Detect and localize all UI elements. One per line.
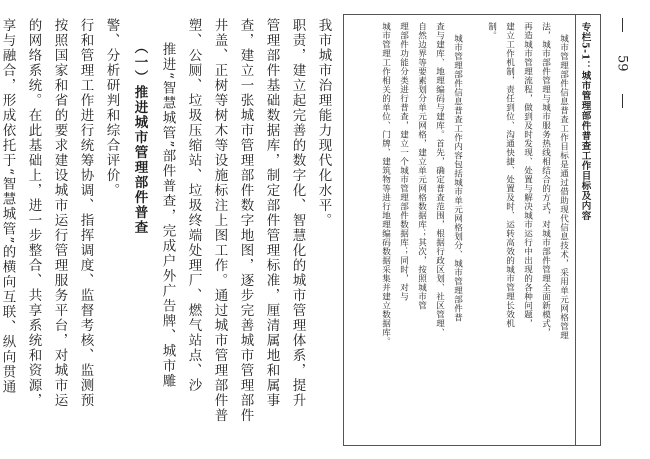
body-text-line: 推进“智慧城管”部件普查，完成户外广告牌、城市雕 bbox=[159, 42, 176, 389]
body-text-line: 行和管理工作进行统筹协调、指挥调度、监督考核、监测预 bbox=[77, 18, 94, 408]
box-title: 专栏5-1：城市管理部件普查工作目标及内容 bbox=[579, 22, 591, 221]
box-line: 自然边界等要素划分单元网格，建立单元网格数据库；其次，按照城市管 bbox=[416, 22, 427, 310]
body-text-line: 按照国家和省的要求建设城市运行管理服务平台，对城市运 bbox=[51, 18, 68, 408]
box-line: 查与建库、地理编码与建库。首先，确定普查范围，根据行政区划、社区管理、 bbox=[434, 22, 445, 337]
body-text-line: 职责，建立起完善的数字化、智慧化的城市管理体系，提升 bbox=[289, 18, 306, 408]
special-column-title-rule bbox=[575, 14, 576, 446]
box-line: 理部件功能分类进行普查，建立一个城市管理部件数据库；同时，对与 bbox=[398, 22, 409, 301]
box-line: 城市管理工作相关的单位、门牌、建筑物等进行地理编码数据采集并建立数据库。 bbox=[380, 22, 391, 346]
body-text-line: 塑、公厕、垃圾压缩站、垃圾终端处理厂、燃气站点、沙 bbox=[185, 18, 202, 393]
box-line: 城市管理部件信息普查工作内容包括城市单元网格划分、城市管理部件普 bbox=[452, 34, 463, 322]
body-text-line: 查，建立一张城市管理部件数字地图，逐步完善城市管理部件 bbox=[237, 18, 254, 423]
box-line: 城市管理部件信息普查工作目标是通过借助现代信息技术，采用单元网格管理 bbox=[558, 34, 569, 340]
box-line: 建立工作机制，责任到位、沟通快捷、处置及时、运转高效的城市管理长效机 bbox=[504, 22, 515, 328]
body-text-line: 享与融合，形成依托于“智慧城管”的横向互联、纵向贯通 bbox=[0, 18, 16, 395]
box-line: 再造城市管理流程，做到及时发现、处置与解决城市运行中出现的各种问题， bbox=[522, 22, 533, 328]
box-line: 制。 bbox=[486, 22, 497, 40]
body-text-line: 我市城市治理能力现代化水平。 bbox=[315, 18, 332, 228]
body-text-line: 管理部件基础数据库，制定部件管理标准，厘清属地和属事 bbox=[263, 18, 280, 408]
body-text-line: 的网络系统。在此基础上，进一步整合、共享系统和资源， bbox=[25, 18, 42, 408]
page-number-block bbox=[610, 18, 634, 108]
page-number-dash-bottom bbox=[622, 94, 623, 108]
page-number-dash-top bbox=[622, 18, 623, 32]
page-number: 59 bbox=[614, 54, 630, 72]
body-text-line: 井盖、正树等树木等设施标注上图工作。通过城市管理部件普 bbox=[211, 18, 228, 423]
section-heading: （一）推进城市管理部件普查 bbox=[131, 40, 148, 235]
box-line: 法，城市部件管理与城市服务热线相结合的方式，对城市部件管理全面新模式， bbox=[540, 22, 551, 337]
body-text-line: 警、分析研判和综合评价。 bbox=[103, 18, 120, 198]
